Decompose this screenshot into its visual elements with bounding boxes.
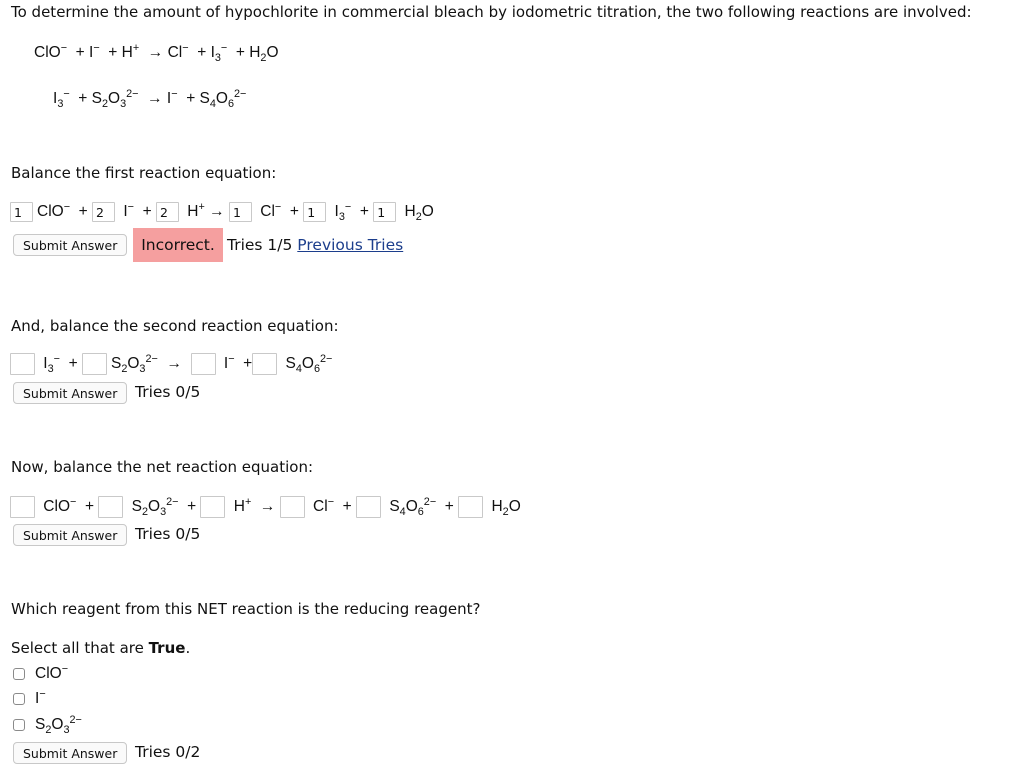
- q1-tries-count: Tries 1/5: [227, 236, 293, 254]
- q4-checkbox-s2o3[interactable]: [13, 719, 25, 731]
- q1-coef-h[interactable]: [156, 202, 179, 222]
- q4-checkbox-iodide[interactable]: [13, 693, 25, 705]
- q1-previous-tries-link[interactable]: Previous Tries: [297, 236, 404, 254]
- q2-prompt: And, balance the second reaction equation:: [11, 317, 339, 335]
- q1-equation-row: 1 ClO− + 2 I− + 2 H+ → 1 Cl− + 1 $I_3^-$ + 1 $H_2O$: [10, 202, 434, 222]
- q3-coef-clo[interactable]: [10, 496, 35, 518]
- q2-coef-s2o3[interactable]: [82, 353, 107, 375]
- q1-coef-cl[interactable]: [229, 202, 252, 222]
- q3-coef-s2o3[interactable]: [98, 496, 123, 518]
- q2-coef-iodide[interactable]: [191, 353, 216, 375]
- q1-coef-iodide[interactable]: [92, 202, 115, 222]
- q3-tries: Tries 0/5: [135, 525, 201, 543]
- q2-equation-row: $I_3^-$ + $S_2O_3^{2-}$ → I− + $S_4O_6^{2-}$: [10, 353, 332, 375]
- q1-submit-button[interactable]: Submit Answer: [13, 234, 127, 256]
- q1-coef-i3[interactable]: [303, 202, 326, 222]
- q1-tries: [227, 236, 403, 254]
- q4-tries: Tries 0/2: [135, 743, 201, 761]
- q2-coef-s4o6[interactable]: [252, 353, 277, 375]
- q1-coef-clo[interactable]: [10, 202, 33, 222]
- q3-submit-button[interactable]: Submit Answer: [13, 524, 127, 546]
- q4-submit-button[interactable]: Submit Answer: [13, 742, 127, 764]
- q3-prompt: Now, balance the net reaction equation:: [11, 458, 314, 476]
- q3-coef-h[interactable]: [200, 496, 225, 518]
- q1-coef-h2o[interactable]: [373, 202, 396, 222]
- q4-option-iodide[interactable]: I−: [13, 690, 46, 708]
- q3-coef-s4o6[interactable]: [356, 496, 381, 518]
- q2-tries: Tries 0/5: [135, 383, 201, 401]
- q4-option-s2o3[interactable]: $S_2O_3^{2-}$: [13, 716, 82, 734]
- q1-prompt: Balance the first reaction equation:: [11, 164, 277, 182]
- q2-coef-i3[interactable]: [10, 353, 35, 375]
- q4-checkbox-clo[interactable]: [13, 668, 25, 680]
- q4-prompt: Which reagent from this NET reaction is the reducing reagent?: [11, 600, 481, 618]
- intro-text: To determine the amount of hypochlorite in commercial bleach by iodometric titration, the two following reactions are involved:: [11, 3, 972, 21]
- q3-coef-h2o[interactable]: [458, 496, 483, 518]
- q3-equation-row: ClO− + $S_2O_3^{2-}$ + H+ → Cl− + $S_4O_6^{2-}$ + $H_2O$: [10, 496, 521, 518]
- q2-submit-button[interactable]: Submit Answer: [13, 382, 127, 404]
- q4-select-instruction: Select all that are True.: [11, 639, 191, 657]
- q4-option-clo[interactable]: ClO−: [13, 665, 68, 683]
- q1-incorrect-badge: Incorrect.: [133, 228, 223, 262]
- reaction-1-equation: $ClO^- + I^- + H^+ \to Cl^- + I_3^- + H_2O$: [34, 41, 279, 65]
- q3-coef-cl[interactable]: [280, 496, 305, 518]
- reaction-2-equation: $I_3^- + S_2O_3^{2-} \to I^- + S_4O_6^{2-}$: [53, 87, 247, 111]
